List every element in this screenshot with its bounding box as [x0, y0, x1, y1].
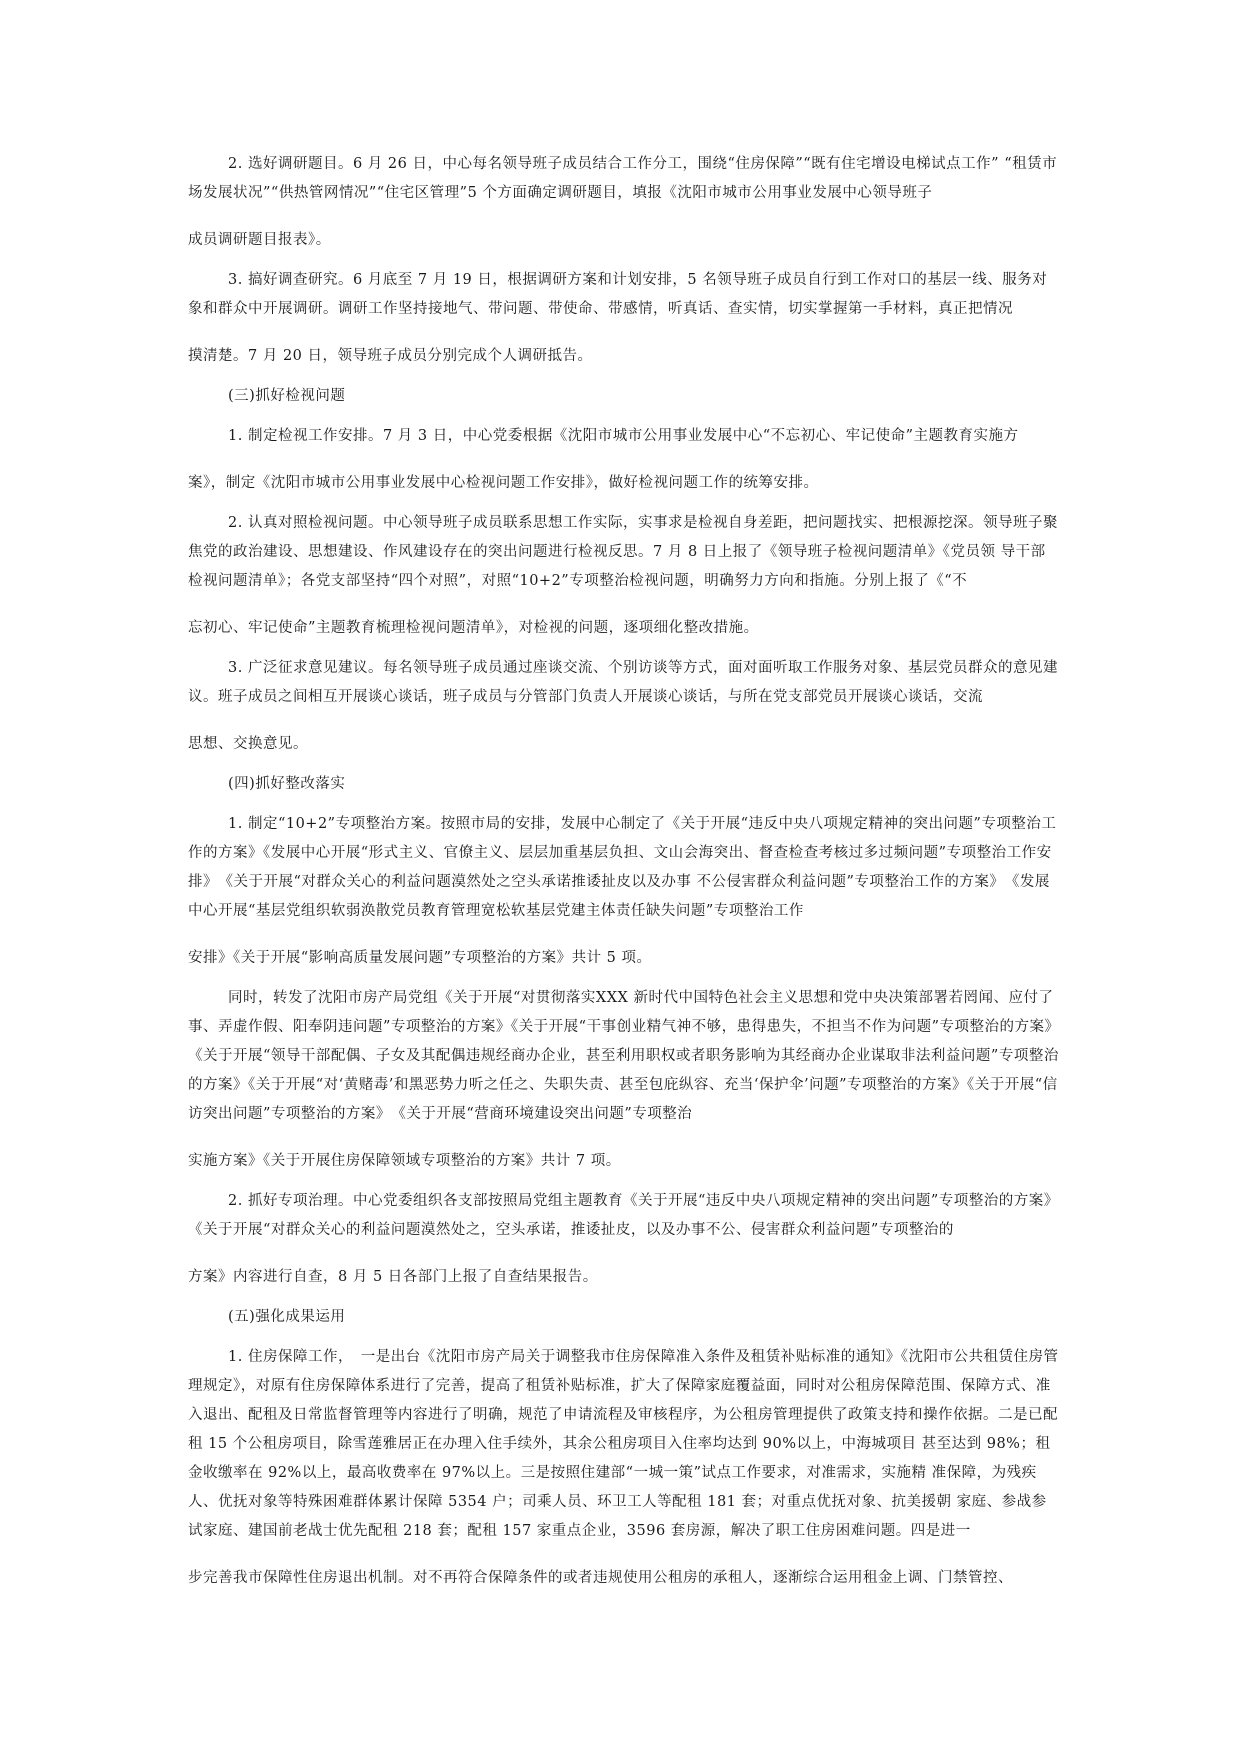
section-heading: (四)抓好整改落实 [228, 776, 346, 792]
paragraph: 3. 广泛征求意见建议。每名领导班子成员通过座谈交流、个别访谈等方式，面对面听取工作服务对象、基层党员群众的意见建议。班子成员之间相互开展谈心谈话，班子成员与分管部门负责人开展谈心谈话，与所在党支部党员开展谈心谈话，交流 [188, 660, 1058, 705]
paragraph: 同时，转发了沈阳市房产局党组《关于开展“对贯彻落实XXX 新时代中国特色社会主义思想和党中央决策部署若罔闻、应付了事、弄虚作假、阳奉阴违问题”专项整治的方案》《关于开展“干事创业精气神不够，患得患失，不担当不作为问题”专项整治的方案》《关于开展“领导干部配偶、子女及其配偶违规经商办企业，甚至利用职权或者职务影响为其经商办企业谋取非法利益问题”专项整治的方案》《关于开展“对‘黄赌毒’和黑恶势力听之任之、失职失责、甚至包庇纵容、充当‘保护伞’问题”专项整治的方案》《关于开展“信访突出问题”专项整治的方案》 《关于开展“营商环境建设突出问题”专项整治 [188, 990, 1060, 1122]
paragraph: 1. 住房保障工作， 一是出台《沈阳市房产局关于调整我市住房保障准入条件及租赁补贴标准的通知》《沈阳市公共租赁住房管理规定》，对原有住房保障体系进行了完善，提高了租赁补贴标准，扩大了保障家庭覆益面，同时对公租房保障范围、保障方式、准入退出、配租及日常监督管理等内容进行了明确，规范了申请流程及审核程序，为公租房管理提供了政策支持和操作依据。二是已配租 15 个公租房项目，除雪莲雅居正在办理入住手续外，其余公租房项目入住率均达到 90%以上，中海城项目 甚至达到 98%；租金收缴率在 92%以上，最高收费率在 97%以上。三是按照住建部“一城一策”试点工作要求，对准需求，实施精 准保障，为残疾人、优抚对象等特殊困难群体累计保障 5354 户；司乘人员、环卫工人等配租 181 套；对重点优抚对象、抗美援朝 家庭、参战参试家庭、建国前老战士优先配租 218 套；配租 157 家重点企业，3596 套房源，解决了职工住房困难问题。四是进一 [188, 1349, 1059, 1539]
paragraph: 2. 选好调研题目。6 月 26 日，中心每名领导班子成员结合工作分工，围绕“住房保障”“既有住宅增设电梯试点工作” “租赁市场发展状况”“供热管网情况”“住宅区管理”5 个方面确定调研题目，填报《沈阳市城市公用事业发展中心领导班子 [188, 156, 1058, 201]
paragraph: 案》，制定《沈阳市城市公用事业发展中心检视问题工作安排》，做好检视问题工作的统筹安排。 [188, 475, 819, 491]
paragraph: 1. 制定“10+2”专项整治方案。按照市局的安排，发展中心制定了《关于开展“违反中央八项规定精神的突出问题”专项整治工作的方案》《发展中心开展“形式主义、官僚主义、层层加重基层负担、文山会海突出、督查检查考核过多过频问题”专项整治工作安排》 《关于开展“对群众关心的利益问题漠然处之空头承诺推诿扯皮以及办事 不公侵害群众利益问题”专项整治工作的方案》 《发展中心开展“基层党组织软弱涣散党员教育管理宽松软基层党建主体责任缺失问题”专项整治工作 [188, 816, 1057, 919]
paragraph: 方案》内容进行自查，8 月 5 日各部门上报了自查结果报告。 [188, 1269, 598, 1285]
paragraph: 实施方案》《关于开展住房保障领域专项整治的方案》共计 7 项。 [188, 1153, 621, 1169]
section-heading: (五)强化成果运用 [228, 1309, 346, 1325]
paragraph: 安排》《关于开展“影响高质量发展问题”专项整治的方案》共计 5 项。 [188, 950, 652, 966]
paragraph: 2. 抓好专项治理。中心党委组织各支部按照局党组主题教育《关于开展“违反中央八项规定精神的突出问题”专项整治的方案》《关于开展“对群众关心的利益问题漠然处之，空头承诺，推诿扯皮，以及办事不公、侵害群众利益问题”专项整治的 [188, 1193, 1059, 1238]
paragraph: 成员调研题目报表》。 [188, 232, 331, 248]
paragraph: 2. 认真对照检视问题。中心领导班子成员联系思想工作实际，实事求是检视自身差距，把问题找实、把根源挖深。领导班子聚焦党的政治建设、思想建设、作风建设存在的突出问题进行检视反思。7 月 8 日上报了《领导班子检视问题清单》《党员领 导干部检视问题清单》；各党支部坚持“四个对照”，对照“10+2”专项整治检视问题，明确努力方向和指施。分别上报了《“不 [188, 515, 1058, 589]
paragraph: 忘初心、牢记使命”主题教育梳理检视问题清单》，对检视的问题，逐项细化整改措施。 [188, 620, 759, 636]
paragraph: 3. 搞好调查研究。6 月底至 7 月 19 日，根据调研方案和计划安排，5 名领导班子成员自行到工作对口的基层一线、服务对 象和群众中开展调研。调研工作坚持接地气、带问题、带使命、带感情，听真话、查实情，切实掌握第一手材料，真正把情况 [188, 272, 1048, 317]
paragraph: 1. 制定检视工作安排。7 月 3 日，中心党委根据《沈阳市城市公用事业发展中心“不忘初心、牢记使命”主题教育实施方 [228, 428, 1019, 444]
paragraph: 思想、交换意见。 [188, 736, 308, 752]
paragraph: 步完善我市保障性住房退出机制。对不再符合保障条件的或者违规使用公租房的承租人，逐渐综合运用租金上调、门禁管控、 [188, 1570, 1013, 1586]
section-heading: (三)抓好检视问题 [228, 388, 346, 404]
document-body [188, 150, 1060, 1604]
paragraph: 摸清楚。7 月 20 日，领导班子成员分别完成个人调研抵告。 [188, 348, 593, 364]
